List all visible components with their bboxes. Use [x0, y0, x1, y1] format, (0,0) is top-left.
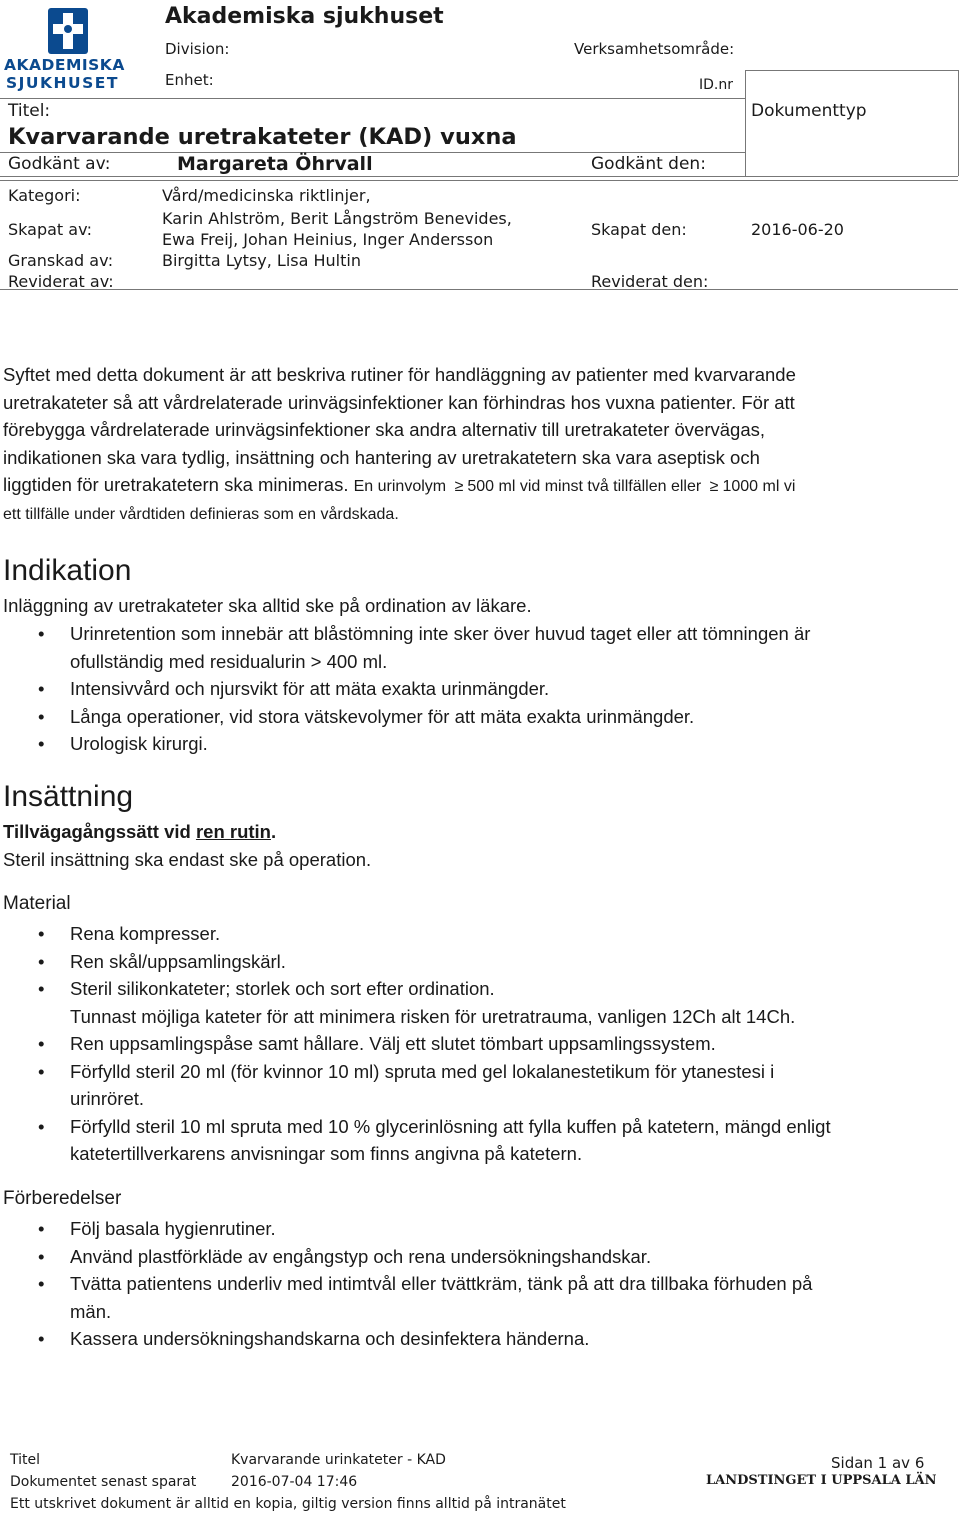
list-item [3, 1270, 958, 1325]
forberedelser-list [3, 1215, 958, 1353]
footer-saved-label: Dokumentet senast sparat [10, 1474, 197, 1490]
intro-volume-text: 1000 ml vi [722, 478, 796, 495]
list-item: • Använd plastförkläde av engångstyp och rena undersökningshandskar. [3, 1243, 958, 1271]
division-label: Division: [165, 40, 230, 58]
reviderat-av-label: Reviderat av: [8, 272, 114, 291]
insattning-method [3, 818, 276, 846]
intro-volume-text: 500 ml vid minst två tillfällen eller [467, 478, 702, 495]
godkant-av-value: Margareta Öhrvall [177, 153, 373, 175]
intro-text-small [354, 478, 796, 495]
insattning-heading: Insättning [3, 780, 134, 813]
indikation-heading: Indikation [3, 554, 132, 587]
list-item: • Urologisk kirurgi. [3, 730, 958, 758]
reviderat-den-label: Reviderat den: [591, 272, 709, 291]
list-item-text: Förfylld steril 20 ml (för kvinnor 10 ml) spruta med gel lokalanestetikum för ytanestesi i [70, 1060, 775, 1082]
intro-line: Syftet med detta dokument är att beskriva rutiner för handläggning av patienter med kvarvarande [3, 364, 796, 385]
list-item-text: ofullständig med residualurin > 400 ml. [70, 650, 388, 672]
cross-logo-icon [4, 6, 130, 56]
list-item: • Intensivvård och njursvikt för att mäta exakta urinmängder. [3, 675, 958, 703]
granskad-av-label: Granskad av: [8, 251, 114, 270]
skapat-den-label: Skapat den: [591, 220, 687, 239]
footer-county: LANDSTINGET I UPPSALA LÄN [706, 1473, 937, 1488]
kategori-value: Vård/medicinska riktlinjer, [162, 186, 371, 205]
list-item: • Kassera undersökningshandskarna och desinfektera händerna. [3, 1325, 958, 1353]
intro-line: ett tillfälle under vårdtiden definieras som en vårdskada. [3, 505, 399, 523]
list-item-text: katetertillverkarens anvisningar som finns angivna på katetern. [70, 1143, 583, 1164]
list-item-text: Steril silikonkateter; storlek och sort efter ordination. [70, 978, 495, 999]
hospital-logo [4, 6, 130, 94]
list-item [3, 1058, 958, 1113]
footer-titel-label: Titel [10, 1452, 41, 1468]
footer-copy-note: Ett utskrivet dokument är alltid en kopia, giltig version finns alltid på intranätet [10, 1496, 566, 1512]
intro-line: indikationen ska vara tydlig, insättning och hantering av uretrakatetern ska vara aseptisk och [3, 446, 760, 468]
granskad-av-value: Birgitta Lytsy, Lisa Hultin [162, 251, 361, 270]
document-title: Kvarvarande uretrakateter (KAD) vuxna [8, 124, 517, 150]
indikation-list [3, 620, 958, 758]
list-item: • Ren skål/uppsamlingskärl. [3, 948, 958, 976]
godkant-av-label: Godkänt av: [8, 154, 111, 174]
intro-paragraph [3, 361, 958, 528]
list-item [3, 1113, 958, 1168]
footer-saved-value: 2016-07-04 17:46 [231, 1474, 358, 1490]
godkant-den-label: Godkänt den: [591, 154, 706, 174]
list-item: • Följ basala hygienrutiner. [3, 1215, 958, 1243]
org-name: Akademiska sjukhuset [165, 4, 444, 29]
steril-note: Steril insättning ska endast ske på operation. [3, 849, 372, 870]
method-prefix: Tillvägagångssätt vid [3, 821, 196, 842]
list-item-text: Förfylld steril 10 ml spruta med 10 % glycerinlösning att fylla kuffen på katetern, mängd enligt [70, 1115, 831, 1137]
titel-label: Titel: [8, 101, 51, 121]
skapat-av-label: Skapat av: [8, 220, 93, 239]
material-heading: Material [3, 893, 71, 914]
idnr-label: ID.nr [699, 77, 733, 93]
list-item [3, 620, 958, 675]
enhet-label: Enhet: [165, 71, 214, 89]
logo-text-line2: SJUKHUSET [6, 74, 119, 92]
indikation-lead: Inläggning av uretrakateter ska alltid ske på ordination av läkare. [3, 595, 532, 616]
intro-line-mixed [3, 471, 958, 501]
skapat-av-value-line1: Karin Ahlström, Berit Långström Benevides, [162, 209, 512, 228]
intro-line: uretrakateter så att vårdrelaterade urinvägsinfektioner kan förhindras hos vuxna patienter. För att [3, 391, 795, 413]
list-item: • Långa operationer, vid stora vätskevolymer för att mäta exakta urinmängder. [3, 703, 958, 731]
material-list [3, 920, 958, 1168]
intro-line: förebygga vårdrelaterade urinvägsinfektioner ska andra alternativ till uretrakateter övervägas, [3, 419, 765, 440]
kategori-label: Kategori: [8, 186, 81, 205]
list-item-text: män. [70, 1300, 112, 1322]
dokumenttyp-label: Dokumenttyp [751, 101, 867, 121]
list-item: • Ren uppsamlingspåse samt hållare. Välj ett slutet tömbart uppsamlingssystem. [3, 1030, 958, 1058]
skapat-av-value-line2: Ewa Freij, Johan Heinius, Inger Andersson [162, 230, 494, 249]
intro-text: liggtiden för uretrakatetern ska minimeras. [3, 474, 349, 495]
geq-symbol: ≥ [454, 478, 464, 495]
ren-rutin-link[interactable]: ren rutin [195, 821, 271, 842]
geq-symbol: ≥ [709, 478, 719, 495]
list-item-text: Tunnast möjliga kateter för att minimera risken för uretratrauma, vanligen 12Ch alt 14Ch. [70, 1005, 796, 1027]
footer-titel-value: Kvarvarande urinkateter - KAD [231, 1452, 446, 1468]
list-item [3, 975, 958, 1030]
skapat-den-value: 2016-06-20 [751, 220, 844, 239]
intro-volume-text: En urinvolym [353, 478, 447, 495]
footer-page-number: Sidan 1 av 6 [831, 1454, 925, 1472]
verksamhet-label: Verksamhetsområde: [574, 40, 735, 58]
forberedelser-heading: Förberedelser [3, 1188, 122, 1209]
logo-text-line1: AKADEMISKA [4, 56, 125, 74]
list-item-text: Tvätta patientens underliv med intimtvål eller tvättkräm, tänk på att dra tillbaka förhuden på [70, 1273, 813, 1294]
list-item: • Rena kompresser. [3, 920, 958, 948]
method-suffix: . [270, 821, 277, 842]
list-item-text: urinröret. [70, 1088, 145, 1109]
list-item-text: Urinretention som innebär att blåstömning inte sker över huvud taget eller att tömningen är [70, 623, 811, 644]
